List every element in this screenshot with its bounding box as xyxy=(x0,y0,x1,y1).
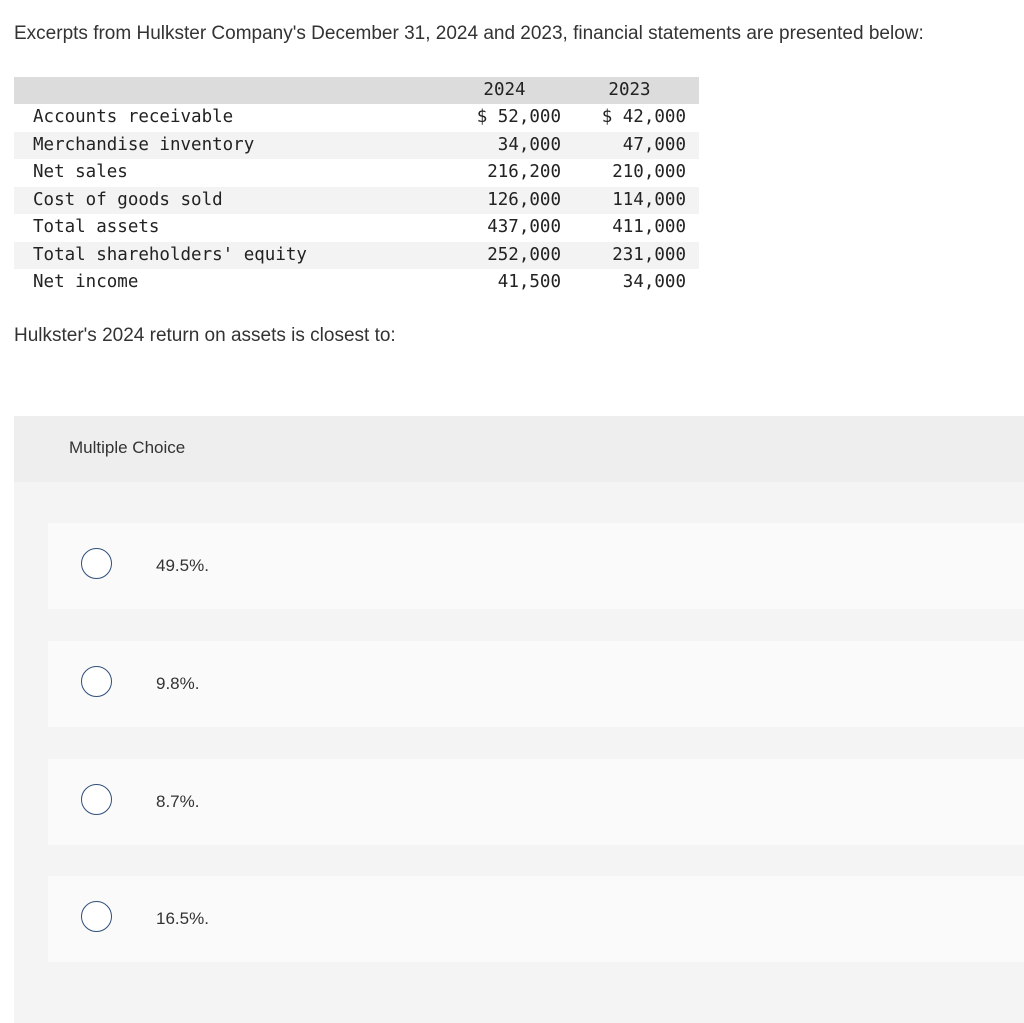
value-2024: 41,500 xyxy=(438,269,561,297)
row-label: Total shareholders' equity xyxy=(14,242,438,270)
value-2024: 216,200 xyxy=(438,159,561,187)
row-label: Merchandise inventory xyxy=(14,132,438,160)
answer-option-3[interactable] xyxy=(48,759,1024,845)
table-row xyxy=(14,187,699,215)
row-label: Accounts receivable xyxy=(14,104,438,132)
radio-button-icon[interactable] xyxy=(81,548,112,579)
multiple-choice-panel xyxy=(14,416,1024,1023)
row-label: Net income xyxy=(14,269,438,297)
table-row xyxy=(14,159,699,187)
header-2023: 2023 xyxy=(573,77,699,104)
row-gap xyxy=(561,132,573,160)
radio-button-icon[interactable] xyxy=(81,784,112,815)
value-2023: 34,000 xyxy=(573,269,699,297)
row-label: Cost of goods sold xyxy=(14,187,438,215)
multiple-choice-title: Multiple Choice xyxy=(69,438,186,457)
answer-option-label: 16.5%. xyxy=(156,909,209,928)
row-gap xyxy=(561,214,573,242)
row-gap xyxy=(561,159,573,187)
financial-statement-table xyxy=(14,77,699,297)
answer-option-2[interactable] xyxy=(48,641,1024,727)
answer-option-label: 49.5%. xyxy=(156,556,209,575)
header-label xyxy=(14,77,438,104)
row-label: Net sales xyxy=(14,159,438,187)
value-2024: 34,000 xyxy=(438,132,561,160)
value-2023: 210,000 xyxy=(573,159,699,187)
table-row xyxy=(14,269,699,297)
answer-option-label: 9.8%. xyxy=(156,674,200,693)
value-2023: 411,000 xyxy=(573,214,699,242)
table-row xyxy=(14,132,699,160)
question-text: Hulkster's 2024 return on assets is closest to: xyxy=(14,325,396,346)
radio-button-icon[interactable] xyxy=(81,666,112,697)
row-gap xyxy=(561,187,573,215)
value-2023: 114,000 xyxy=(573,187,699,215)
header-2024: 2024 xyxy=(438,77,561,104)
answer-option-4[interactable] xyxy=(48,876,1024,962)
table-header-row xyxy=(14,77,699,104)
value-2023: $ 42,000 xyxy=(573,104,699,132)
answer-option-1[interactable] xyxy=(48,523,1024,609)
table-row xyxy=(14,214,699,242)
radio-button-icon[interactable] xyxy=(81,901,112,932)
value-2023: 47,000 xyxy=(573,132,699,160)
row-label: Total assets xyxy=(14,214,438,242)
intro-text: Excerpts from Hulkster Company's December 31, 2024 and 2023, financial statements are presented below: xyxy=(14,23,924,44)
value-2024: $ 52,000 xyxy=(438,104,561,132)
value-2024: 437,000 xyxy=(438,214,561,242)
value-2023: 231,000 xyxy=(573,242,699,270)
row-gap xyxy=(561,269,573,297)
answer-option-label: 8.7%. xyxy=(156,792,200,811)
table-row xyxy=(14,242,699,270)
value-2024: 252,000 xyxy=(438,242,561,270)
header-gap xyxy=(561,77,573,104)
table-row xyxy=(14,104,699,132)
value-2024: 126,000 xyxy=(438,187,561,215)
row-gap xyxy=(561,104,573,132)
multiple-choice-header xyxy=(14,416,1024,482)
row-gap xyxy=(561,242,573,270)
